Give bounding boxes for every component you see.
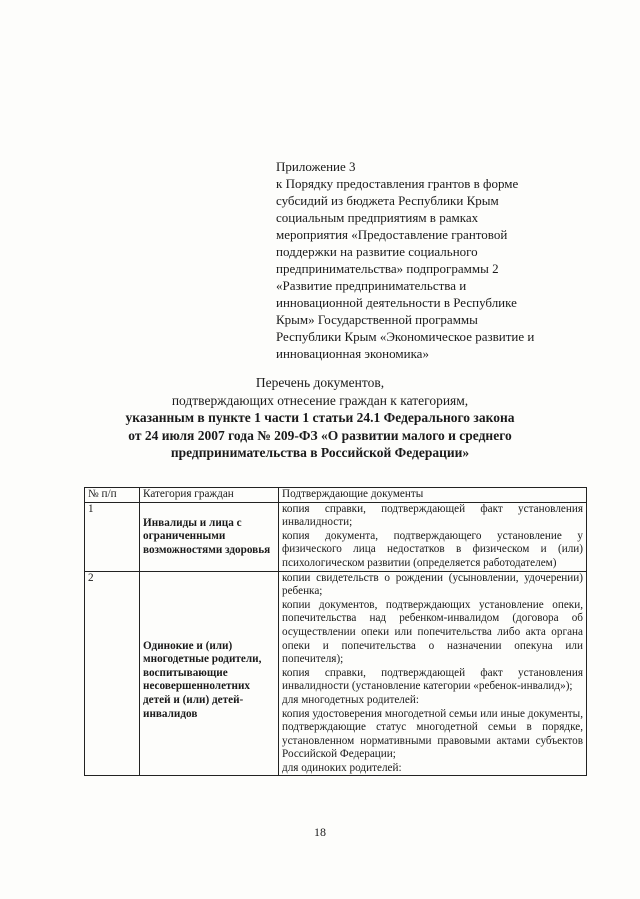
appendix-line: Приложение 3 [276,159,356,174]
document-item: для одиноких родителей: [282,761,402,774]
category-text: Одинокие и (или) многодетные родители, воспитывающие несовершеннолетних детей и (или) детей-инвалидов [143,639,262,720]
appendix-line: субсидий из бюджета Республики Крым [276,193,499,208]
appendix-line: Крым» Государственной программы [276,312,478,327]
appendix-line: Республики Крым «Экономическое развитие и [276,329,535,344]
document-item: копия удостоверения многодетной семьи или иные документы, подтверждающие статус многодетной семьи в порядке, установленном нормативными правовыми актами субъектов Российской Федерации; [282,707,583,761]
appendix-line: поддержки на развитие социального [276,244,478,259]
appendix-line: инновационной деятельности в Республике [276,295,517,310]
appendix-line: социальным предприятиям в рамках [276,210,479,225]
table-header-row [85,488,587,503]
heading-line: предпринимательства в Российской Федерации» [170,445,470,460]
row-category [140,502,279,571]
header-cell-number: № п/п [85,488,140,503]
category-text: Инвалиды и лица с ограниченными возможностями здоровья [143,516,271,556]
page-number: 18 [314,825,326,839]
appendix-block [276,158,581,362]
document-item: копии свидетельств о рождении (усыновлении, удочерении) ребенка; [282,571,583,598]
heading-line: от 24 июля 2007 года № 209-ФЗ «О развитии малого и среднего [128,427,512,443]
row-number: 1 [85,502,140,571]
heading-line: Перечень документов, [255,375,385,390]
document-item: копия документа, подтверждающего установление у физического лица недостатков в физическом и (или) психологическом развитии (определяется работодателем) [282,529,583,569]
row-number: 2 [85,571,140,776]
table-row [85,571,587,776]
document-item: для многодетных родителей: [282,693,419,706]
document-item: копия справки, подтверждающей факт установления инвалидности (установление категории «ребенок-инвалид»); [282,666,583,693]
row-category [140,571,279,776]
appendix-line: инновационная экономика» [276,346,429,361]
header-cell-category: Категория граждан [140,488,279,503]
appendix-line: предпринимательства» подпрограммы 2 [276,261,499,276]
document-item: копии документов, подтверждающих установление опеки, попечительства над ребенком-инвалидом (договора об осуществлении опеки или попечительства либо акта органа опеки и попечительства о назначении опекуна или попечителя); [282,598,583,666]
documents-table [84,487,587,776]
appendix-line: к Порядку предоставления грантов в форме [276,176,519,191]
header-cell-documents: Подтверждающие документы [279,488,587,503]
appendix-line: мероприятия «Предоставление грантовой [276,227,508,242]
appendix-line: «Развитие предпринимательства и [276,278,467,293]
heading-line: указанным в пункте 1 части 1 статьи 24.1 Федерального закона [125,410,515,425]
table-row [85,502,587,571]
row-documents [279,502,587,571]
document-item: копия справки, подтверждающей факт установления инвалидности; [282,502,583,529]
row-documents [279,571,587,776]
document-heading [60,374,580,462]
heading-line: подтверждающих отнесение граждан к категориям, [171,392,469,408]
